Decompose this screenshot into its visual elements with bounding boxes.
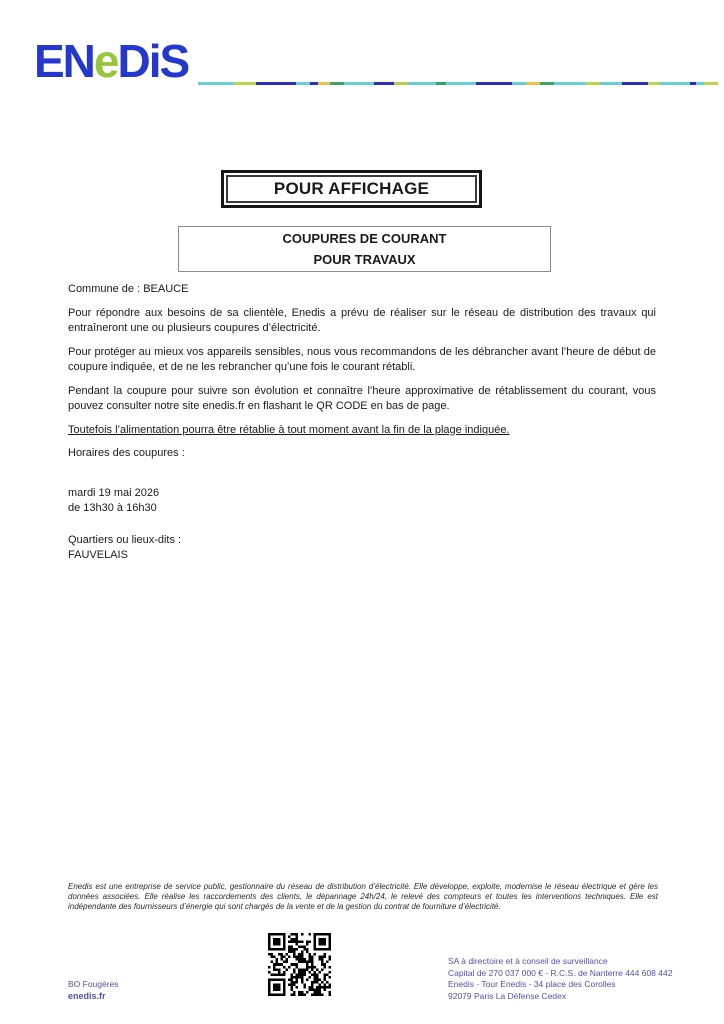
logo-text-part3: DiS: [117, 35, 189, 87]
footer-legal-line: SA à directoire et à conseil de surveillance: [448, 956, 608, 966]
legal-disclaimer: Enedis est une entreprise de service public, gestionnaire du réseau de distribution d’électricité. Elle développe, exploite, modernise le réseau électrique et gère les données associées. Elle réalise les raccordements des clients, le dépannage 24h/24, le relevé des compteurs et toutes les interventions techniques. Elle est indépendante des fournisseurs d’énergie qui sont chargés de la vente et de la gestion du contrat de fourniture d’électricité.: [68, 882, 658, 911]
logo-text-part1: EN: [34, 35, 94, 87]
footer-right-block: [448, 956, 672, 1002]
quartiers-block: [68, 533, 656, 564]
subject-title-line1: COUPURES DE COURANT: [282, 231, 447, 246]
paragraph-3: Pendant la coupure pour suivre son évolution et connaître l’heure approximative de rétablissement du courant, vous pouvez consulter notre site enedis.fr en flashant le QR CODE en bas de page.: [68, 384, 656, 412]
enedis-logo: [34, 35, 189, 87]
pour-affichage-title: POUR AFFICHAGE: [226, 175, 477, 203]
outage-date-block: [68, 486, 656, 517]
quartiers-value: FAUVELAIS: [68, 549, 128, 561]
paragraph-1: Pour répondre aux besoins de sa clientèle, Enedis a prévu de réaliser sur le réseau de distribution des travaux qui entraîneront une ou plusieurs coupures d’électricité.: [68, 306, 656, 334]
horaires-label: Horaires des coupures :: [68, 447, 185, 459]
footer-legal-line: Capital de 270 037 000 € - R.C.S. de Nanterre 444 608 442: [448, 967, 673, 978]
footer-office: BO Fougères: [68, 979, 119, 989]
brand-divider-line: [198, 82, 718, 85]
footer-website: enedis.fr: [68, 991, 106, 1001]
commune-line: Commune de : BEAUCE: [68, 283, 189, 295]
underlined-notice: [68, 423, 656, 439]
outage-time: de 13h30 à 16h30: [68, 502, 157, 514]
footer-left-block: [68, 978, 119, 1002]
outage-date: mardi 19 mai 2026: [68, 486, 160, 499]
paragraph-2: Pour protéger au mieux vos appareils sensibles, nous vous recommandons de les débrancher avant l’heure de début de coupure indiquée, et de ne les rebrancher qu’une fois le courant rétabli.: [68, 345, 656, 373]
pour-affichage-box: [221, 170, 482, 208]
qr-code: [268, 933, 331, 996]
underlined-notice-text: Toutefois l’alimentation pourra être rétablie à tout moment avant la fin de la plage indiquée.: [68, 423, 510, 436]
subject-title-line2: POUR TRAVAUX: [313, 252, 416, 267]
logo-text-part2: e: [93, 35, 118, 87]
notice-body: [68, 282, 656, 564]
quartiers-label: Quartiers ou lieux-dits :: [68, 533, 182, 546]
footer-legal-line: 92079 Paris La Défense Cedex: [448, 990, 567, 1001]
subject-box: [178, 226, 551, 272]
footer-legal-line: Enedis - Tour Enedis - 34 place des Corolles: [448, 979, 616, 989]
